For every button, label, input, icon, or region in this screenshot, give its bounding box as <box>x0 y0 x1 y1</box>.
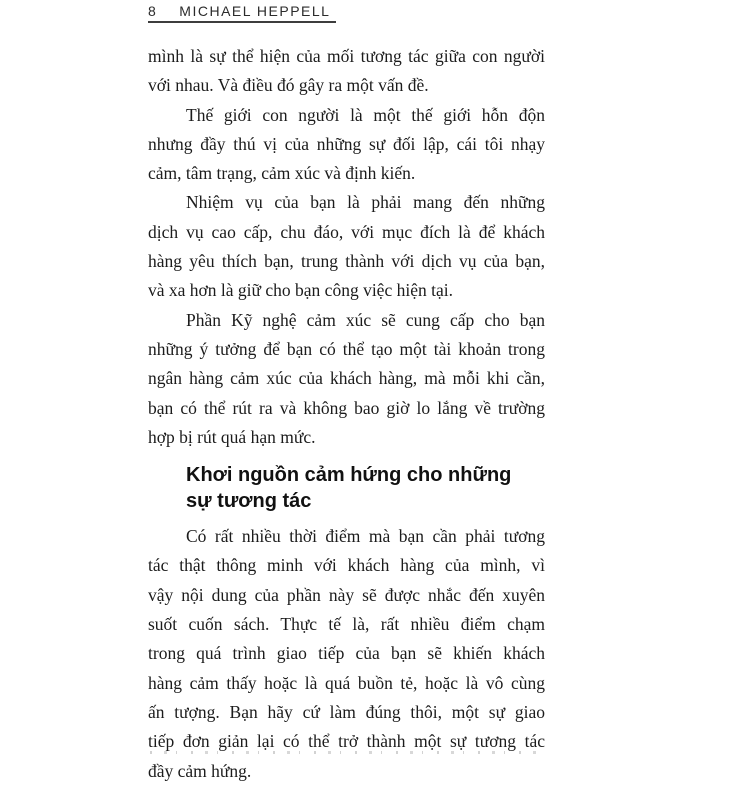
body-line: tiếp đơn giản lại có thể trở thành một sự tương tác <box>148 731 545 752</box>
section-heading-line: sự tương tác <box>186 490 312 513</box>
text-block <box>148 42 545 786</box>
section-heading <box>148 462 545 514</box>
body-line: trong quá trình giao tiếp của bạn sẽ khiến khách <box>148 643 545 664</box>
body-line: và xa hơn là giữ cho bạn công việc hiện tại. <box>148 280 453 301</box>
body-line: dịch vụ cao cấp, chu đáo, với mục đích là để khách <box>148 221 545 242</box>
body-line: những ý tưởng để bạn có thể tạo một tài khoản trong <box>148 338 545 359</box>
body-line: hợp bị rút quá hạn mức. <box>148 426 316 447</box>
body-line: ấn tượng. Bạn hãy cứ làm đúng thôi, một sự giao <box>148 701 545 722</box>
running-header <box>148 3 545 19</box>
body-line: Nhiệm vụ của bạn là phải mang đến những <box>186 192 545 213</box>
body-line: Có rất nhiều thời điểm mà bạn cần phải tương <box>186 526 545 547</box>
header-author: MICHAEL HEPPELL <box>179 3 331 19</box>
body-line: vậy nội dung của phần này sẽ được nhắc đến xuyên <box>148 584 545 605</box>
body-line: bạn có thể rút ra và không bao giờ lo lắng về trường <box>148 397 545 418</box>
body-line: hàng cảm thấy hoặc là quá buồn tẻ, hoặc là vô cùng <box>148 672 545 693</box>
section-heading-line: Khơi nguồn cảm hứng cho những <box>186 464 512 487</box>
body-line: với nhau. Và điều đó gây ra một vấn đề. <box>148 75 429 96</box>
body-line: mình là sự thể hiện của mối tương tác giữa con người <box>148 46 545 66</box>
body-line: đầy cảm hứng. <box>148 760 252 781</box>
page-number: 8 <box>148 3 158 19</box>
body-line: tác thật thông minh với khách hàng của mình, vì <box>148 555 545 576</box>
body-line: Thế giới con người là một thế giới hỗn độn <box>186 104 545 125</box>
header-rule <box>148 21 336 23</box>
body-line: Phần Kỹ nghệ cảm xúc sẽ cung cấp cho bạn <box>186 309 545 330</box>
body-line: nhưng đầy thú vị của những sự đối lập, cái tôi nhạy <box>148 133 545 154</box>
body-line: suốt cuốn sách. Thực tế là, rất nhiều điểm chạm <box>148 614 545 635</box>
body-line: ngân hàng cảm xúc của khách hàng, mà mỗi khi cần, <box>148 368 545 389</box>
body-line: cảm, tâm trạng, cảm xúc và định kiến. <box>148 163 416 184</box>
body-line: hàng yêu thích bạn, trung thành với dịch vụ của bạn, <box>148 251 545 272</box>
